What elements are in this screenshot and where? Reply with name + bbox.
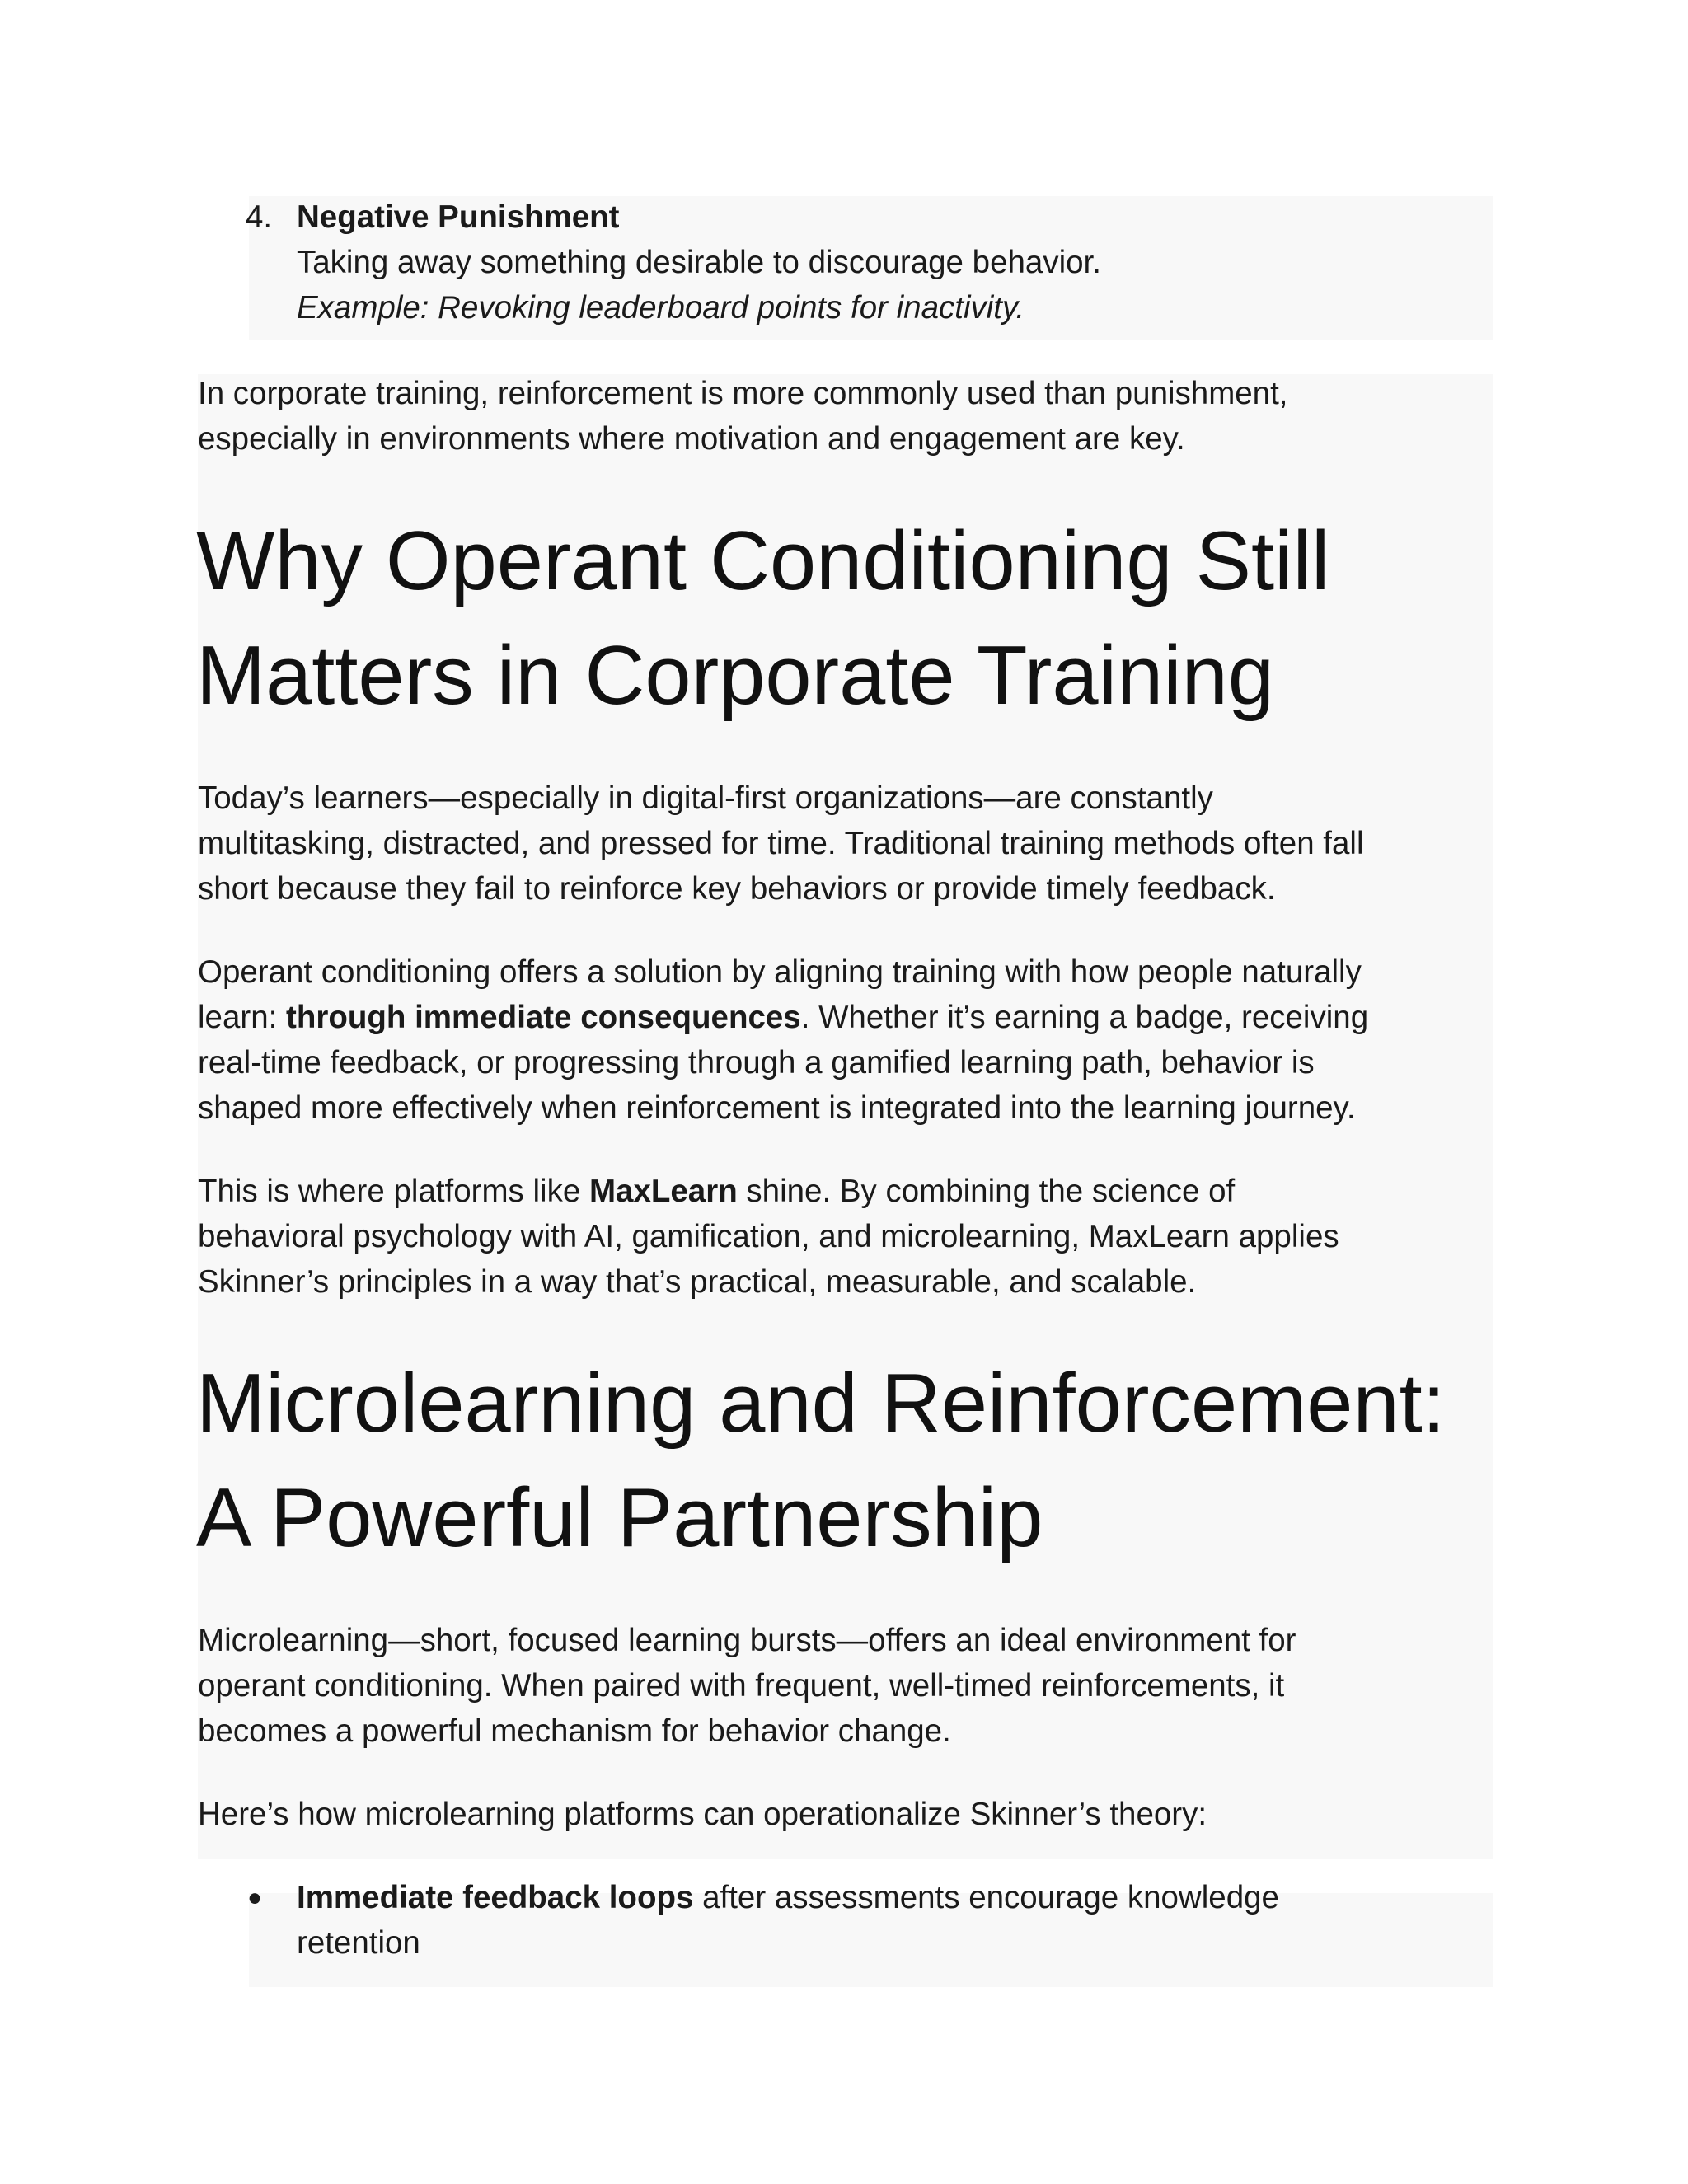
- paragraph: Today’s learners—especially in digital-first organizations—are constantly multitasking, distracted, and pressed for time. Traditional training methods often fall short because they fail to reinforce key behaviors or provide timely feedback.: [198, 780, 1364, 907]
- paragraph: Microlearning—short, focused learning bursts—offers an ideal environment for operant conditioning. When paired with frequent, well-timed reinforcements, it becomes a powerful mechanism for behavior change.: [198, 1623, 1296, 1749]
- paragraph: Operant conditioning offers a solution by aligning training with how people naturally learn: through immediate consequences. Whether it’s earning a badge, receiving real-time feedback, or progressing through a gamified learning path, behavior is shaped more effectively when reinforcement is integrated into the learning journey.: [198, 954, 1369, 1126]
- list-item-title: Negative Punishment: [297, 199, 620, 235]
- emphasis: through immediate consequences: [286, 1000, 801, 1035]
- list-number: 4.: [246, 199, 273, 235]
- bullet-title: Immediate feedback loops: [297, 1880, 694, 1915]
- list-item-example: Example: Revoking leaderboard points for inactivity.: [297, 290, 1025, 326]
- bullet-icon: ●: [247, 1884, 263, 1911]
- section-heading: Why Operant Conditioning Still Matters in Corporate Training: [196, 515, 1330, 722]
- brand-name: MaxLearn: [588, 1174, 738, 1209]
- numbered-list-item: [246, 194, 1482, 335]
- bullet-list-item: ● Immediate feedback loops after assessments encourage knowledge retention: [246, 1875, 1482, 1974]
- list-item-description: Taking away something desirable to discourage behavior.: [297, 245, 1101, 280]
- intro-paragraph: In corporate training, reinforcement is more commonly used than punishment, especially in environments where motivation and engagement are key.: [198, 376, 1288, 457]
- section-heading: Microlearning and Reinforcement: A Powerful Partnership: [196, 1357, 1446, 1564]
- paragraph: Here’s how microlearning platforms can operationalize Skinner’s theory:: [198, 1797, 1207, 1832]
- paragraph: This is where platforms like MaxLearn shine. By combining the science of behavioral psychology with AI, gamification, and microlearning, MaxLearn applies Skinner’s principles in a way that’s practical, measurable, and scalable.: [198, 1174, 1339, 1300]
